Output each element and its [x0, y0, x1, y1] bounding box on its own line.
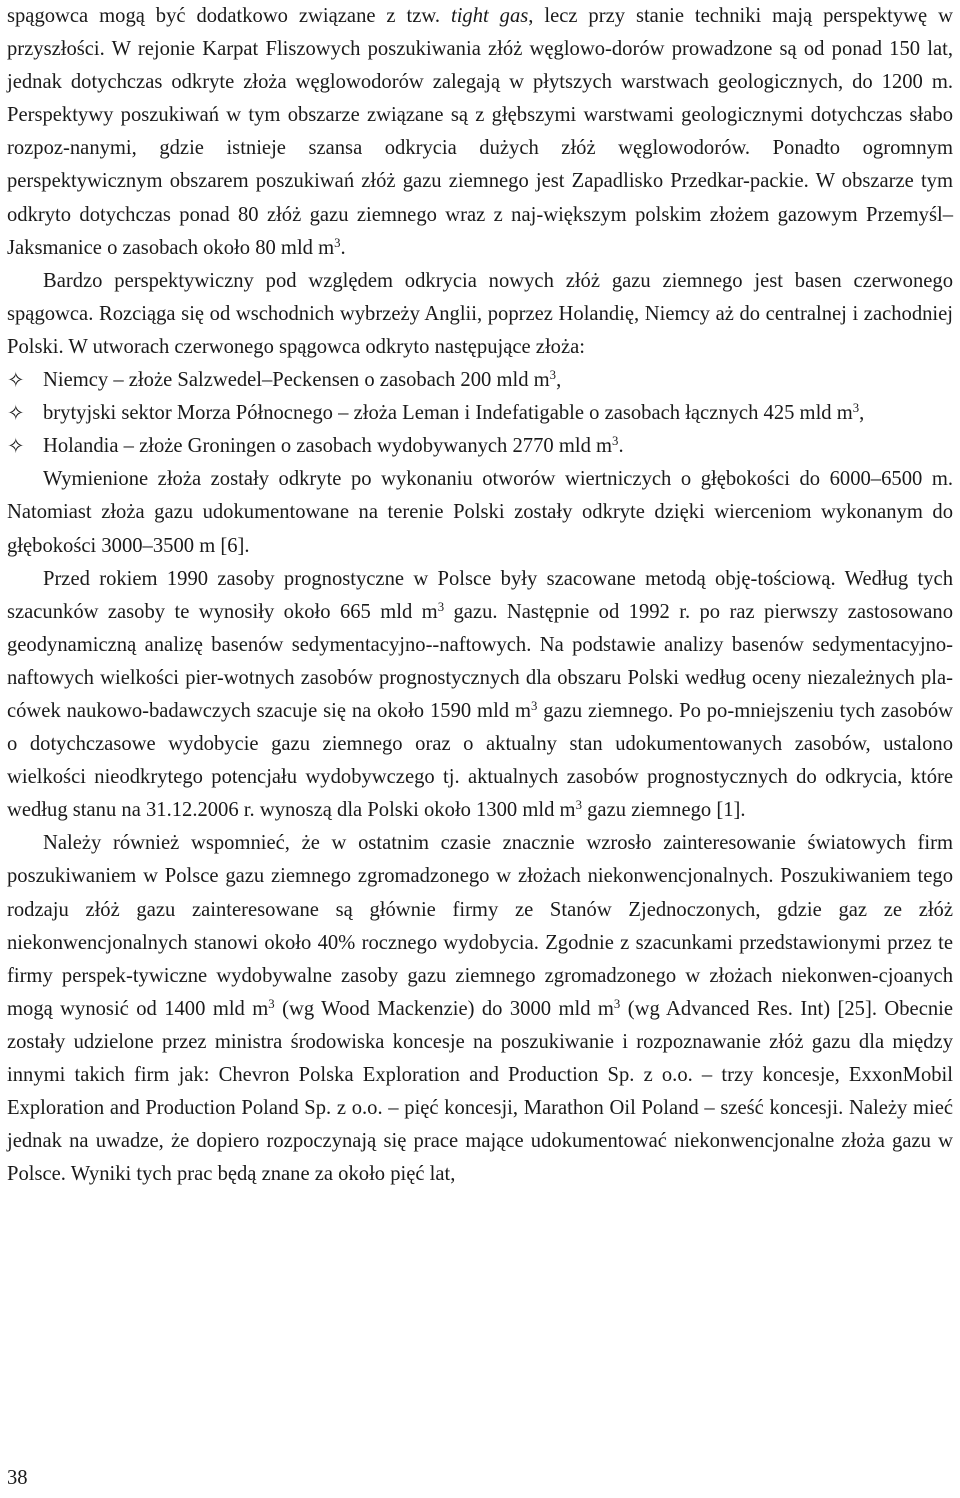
tight-gas-term: tight gas [450, 5, 529, 27]
page-number: 38 [7, 1467, 28, 1489]
paragraph-continued: spągowca mogą być dodatkowo związane z tzw. tight gas, lecz przy stanie techniki mają perspektywę w przyszłości. W rejonie Karpat Fliszowych poszukiwania złóż węglowo-dorów prowadzone są od ponad 150 lat, jednak dotychczas odkryte złoża węglowodorów zalegają w płytszych warstwach geologicznych, do 1200 m. Perspektywy poszukiwań w tym obszarze związane są z głębszymi warstwami geologicznymi dotychczas słabo rozpoz-nanymi, gdzie istnieje szansa odkrycia dużych złóż węglowodorów. Ponadto ogromnym perspektywicznym obszarem poszukiwań złóż gazu ziemnego jest Zapadlisko Przedkar-packie. W obszarze tym odkryto dotychczas ponad 80 złóż gazu ziemnego wraz z naj-większym polskim złożem gazowym Przemyśl–Jaksmanice o zasobach około 80 mld $m^3$. [7, 5, 953, 259]
diamond-bullet-icon: ✧ [7, 434, 25, 459]
deposit-list [7, 364, 953, 463]
paragraph-unconventional-gas: Należy również wspomnieć, że w ostatnim czasie znacznie wzrosło zainteresowanie światowych firm poszukiwaniem w Polsce gazu ziemnego zgromadzonego w złożach niekonwencjonalnych. Poszukiwaniem tego rodzaju złóż gazu zainteresowane są głównie firmy ze Stanów Zjednoczonych, gdzie gaz ze złóż niekonwencjonalnych stanowi około 40% rocznego wydobycia. Zgodnie z szacunkami przedstawionymi przez te firmy perspek-tywiczne wydobywalne zasoby gazu ziemnego zgromadzonego w złożach niekonwen-cjoanych mogą wynosić od 1400 mld $m^3$ (wg Wood Mackenzie) do 3000 mld $m^3$ (wg Advanced Res. Int) [25]. Obecnie zostały udzielone przez ministra środowiska koncesje na poszukiwanie i rozpoznawanie złóż gazu dla między innymi takich firm jak: Chevron Polska Exploration and Production Sp. z o.o. – trzy koncesje, ExxonMobil Exploration and Production Poland Sp. z o.o. – pięć koncesji, Marathon Oil Poland – sześć koncesji. Należy mieć jednak na uwadze, że dopiero rozpoczynają się prace mające udokumentować niekonwencjonalne złoża gazu w Polsce. Wyniki tych prac będą znane za około pięć lat, [7, 832, 953, 1186]
paragraph-forecast-resources: Przed rokiem 1990 zasoby prognostyczne w Polsce były szacowane metodą obję-tościową. Według tych szacunków zasoby te wynosiły około 665 mld $m^3$ gazu. Następnie od 1992 r. po raz pierwszy zastosowano geodynamiczną analizę basenów sedymentacyjno--naftowych. Na podstawie analizy basenów sedymentacyjno-naftowych wielkości pier-wotnych zasobów prognostycznych dla obszaru Polski według oceny niezależnych pla-cówek naukowo-badawczych szacuje się na około 1590 mld $m^3$ gazu ziemnego. Po po-mniejszeniu tych zasobów o dotychczasowe wydobycie gazu ziemnego oraz o aktualny stan udokumentowanych zasobów, ustalono wielkości nieodkrytego potencjału wydobywczego tj. aktualnych zasobów prognostycznych do odkrycia, które według stanu na 31.12.2006 r. wynoszą dla Polski około 1300 mld $m^3$ gazu ziemnego [1]. [7, 567, 953, 822]
diamond-bullet-icon: ✧ [7, 401, 25, 426]
page-body [7, 0, 953, 1191]
article-text [7, 0, 953, 1191]
list-item: ✧ Niemcy – złoże Salzwedel–Peckensen o zasobach 200 mld $m^3$, [7, 364, 953, 397]
list-item: ✧ Holandia – złoże Groningen o zasobach wydobywanych 2770 mld $m^3$. [7, 430, 953, 463]
list-item: ✧ brytyjski sektor Morza Północnego – złoża Leman i Indefatigable o zasobach łącznych 425 mld $m^3$, [7, 397, 953, 430]
paragraph-red-sandstone: Bardzo perspektywiczny pod względem odkrycia nowych złóż gazu ziemnego jest basen czerwonego spągowca. Rozciąga się od wschodnich wybrzeży Anglii, poprzez Holandię, Niemcy aż do centralnej i zachodniej Polski. W utworach czerwonego spągowca odkryto następujące złoża: [7, 269, 953, 358]
paragraph-drilling-depth: Wymienione złoża zostały odkryte po wykonaniu otworów wiertniczych o głębokości do 6000–6500 m. Natomiast złoża gazu udokumentowane na terenie Polski zostały odkryte dzięki wierceniom wykonanym do głębokości 3000–3500 m [6]. [7, 468, 953, 557]
diamond-bullet-icon: ✧ [7, 368, 25, 393]
